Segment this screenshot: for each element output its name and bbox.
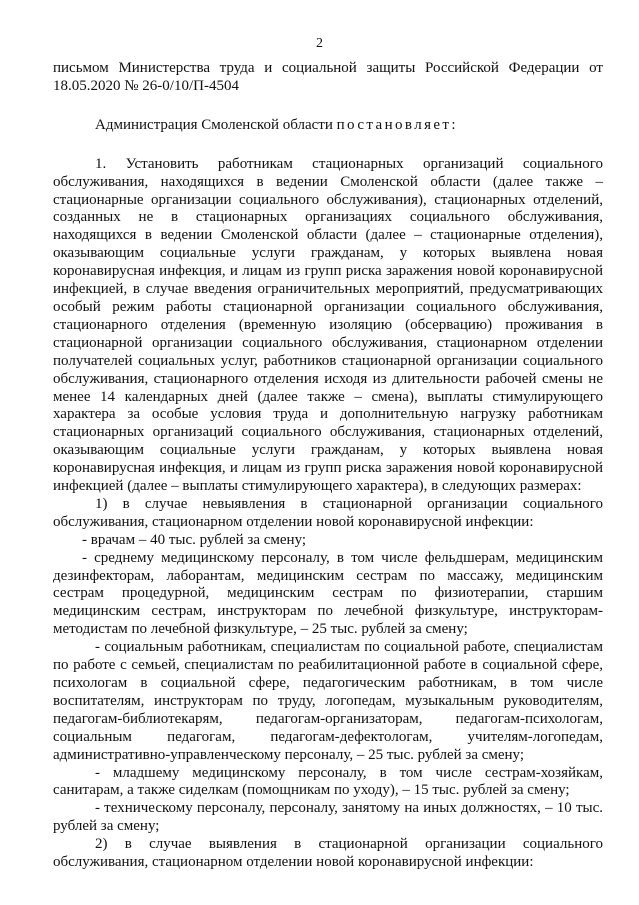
list-item-social-workers: - социальным работникам, специалистам по социальной работе, специалистам по работе с семьей, специалистам по реабилитационной работе в социальной сфере, психологам в социальной сфере, педагогическим работникам, в том числе воспитателям, инструкторам по труду, логопедам, музыкальным руководителям, педагогам-библиотекарям, педагогам-организаторам, педагогам-психологам, социальным педагогам, педагогам-дефектологам, учителям-логопедам, административно-управленческому персоналу, – 25 тыс. рублей за смену; [53, 639, 603, 763]
spacer [53, 135, 603, 156]
list-item-nurses: - среднему медицинскому персоналу, в том числе фельдшерам, медицинским дезинфекторам, лаборантам, медицинским сестрам по массажу, медицинским сестрам процедурной, медицинским сестрам по физиотерапии, старшим медицинским сестрам, инструкторам по лечебной физкультуре, инструкторам-методистам по лечебной физкультуре, – 25 тыс. рублей за смену; [53, 549, 603, 638]
subparagraph-2: 2) в случае выявления в стационарной организации социального обслуживания, стационарном отделении новой коронавирусной инфекции: [53, 836, 603, 871]
list-item-doctors: - врачам – 40 тыс. рублей за смену; [82, 531, 307, 548]
document-body [53, 60, 603, 872]
intro-text: письмом Министерства труда и социальной защиты Российской Федерации от 18.05.2020 № 26-0/10/П-4504 [53, 60, 603, 94]
page-number: 2 [316, 36, 323, 51]
paragraph-1: 1. Установить работникам стационарных организаций социального обслуживания, находящихся в ведении Смоленской области (далее также – стационарные организации социального обслуживания), стационарных отделений, созданных не в стационарных организациях социального обслуживания, находящихся в ведении Смоленской области (далее – стационарные отделения), оказывающим социальные услуги гражданам, у которых выявлена новая коронавирусная инфекция, и лицам из групп риска заражения новой коронавирусной инфекцией, в случае введения ограничительных мероприятий, предусматривающих особый режим работы стационарной организации социального обслуживания, стационарного отделения (временную изоляцию (обсервацию) проживания в стационарной организации социального обслуживания, стационарном отделении получателей социальных услуг, работников стационарной организации социального обслуживания, стационарного отделения исходя из длительности рабочей смены не менее 14 календарных дней (далее также – смена), выплаты стимулирующего характера за особые условия труда и дополнительную нагрузку работникам стационарных организаций социального обслуживания, стационарных отделений, оказывающим социальные услуги гражданам, у которых выявлена новая коронавирусная инфекция, и лицам из групп риска заражения новой коронавирусной инфекцией (далее – выплаты стимулирующего характера), в следующих размерах: [53, 155, 603, 495]
list-item-junior-medical: - младшему медицинскому персоналу, в том числе сестрам-хозяйкам, санитарам, а также сиделкам (помощникам по уходу), – 15 тыс. рублей за смену; [53, 764, 603, 799]
spacer [53, 96, 603, 117]
decree-prefix: Администрация Смоленской области [95, 116, 337, 133]
list-item-technical: - техническому персоналу, персоналу, занятому на иных должностях, – 10 тыс. рублей за смену; [53, 800, 603, 835]
decree-suffix: : [451, 116, 456, 133]
decree-line [53, 117, 603, 135]
subparagraph-1: 1) в случае невыявления в стационарной организации социального обслуживания, стационарном отделении новой коронавирусной инфекции: [53, 495, 603, 530]
decree-keyword: постановляет [336, 116, 452, 133]
